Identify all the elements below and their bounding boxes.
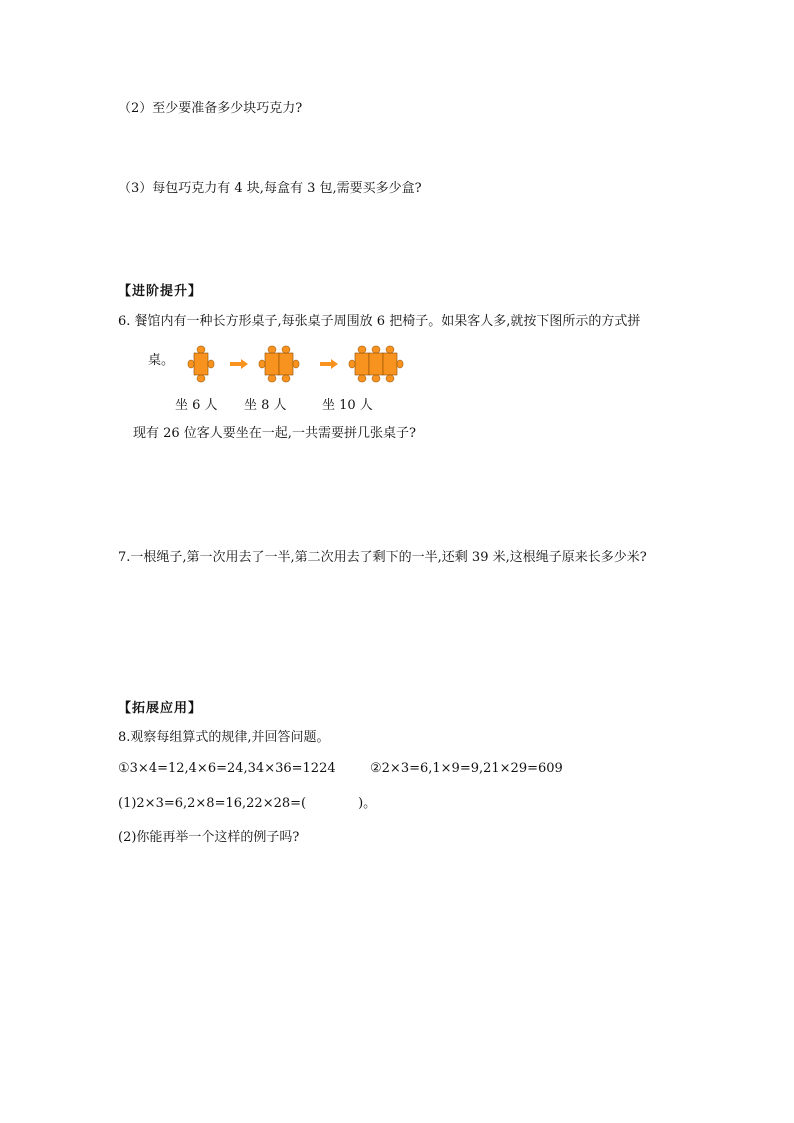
chair-bottom-3-2 — [372, 375, 380, 382]
table-3-1 — [355, 353, 369, 375]
chair-top-3-3 — [386, 346, 394, 353]
section-extension-heading: 【拓展应用】 — [118, 701, 203, 716]
section-advanced-heading: 【进阶提升】 — [118, 284, 203, 299]
q6-text-line2: 桌。 — [148, 353, 175, 368]
table-arrangement-figure — [185, 340, 425, 390]
chair-top-2-1 — [268, 346, 276, 353]
caption-one-table: 坐 6 人 — [175, 398, 218, 413]
chair-right-1 — [208, 360, 214, 368]
table-3-3 — [383, 353, 397, 375]
q8-part1: (1)2×3=6,2×8=16,22×28=( )。 — [118, 796, 377, 811]
table-2-1 — [265, 353, 279, 375]
chair-bottom-2-2 — [282, 375, 290, 382]
chair-top-2-2 — [282, 346, 290, 353]
table-1-1 — [194, 353, 208, 375]
chair-top-3-2 — [372, 346, 380, 353]
q5-part2-text: （2）至少要准备多少块巧克力? — [118, 101, 303, 116]
arrow-1 — [230, 359, 248, 369]
caption-two-tables: 坐 8 人 — [244, 398, 287, 413]
table-3-2 — [369, 353, 383, 375]
q8-group1: ①3×4=12,4×6=24,34×36=1224 — [118, 761, 336, 776]
chair-left-1 — [188, 360, 194, 368]
q6-question: 现有 26 位客人要坐在一起,一共需要拼几张桌子? — [133, 426, 416, 441]
caption-three-tables: 坐 10 人 — [322, 398, 373, 413]
chair-bottom-3-3 — [386, 375, 394, 382]
chair-right-3 — [397, 360, 403, 368]
chair-top-1-1 — [197, 346, 205, 353]
q8-group2: ②2×3=6,1×9=9,21×29=609 — [370, 761, 563, 776]
q8-part2: (2)你能再举一个这样的例子吗? — [118, 830, 300, 845]
chair-bottom-1-1 — [197, 375, 205, 382]
chair-bottom-3-1 — [358, 375, 366, 382]
chair-right-2 — [293, 360, 299, 368]
table-2-2 — [279, 353, 293, 375]
q5-part3-text: （3）每包巧克力有 4 块,每盒有 3 包,需要买多少盒? — [118, 181, 422, 196]
chair-left-2 — [259, 360, 265, 368]
q8-intro: 8.观察每组算式的规律,并回答问题。 — [118, 730, 330, 745]
chair-left-3 — [349, 360, 355, 368]
q6-text-line1: 6. 餐馆内有一种长方形桌子,每张桌子周围放 6 把椅子。如果客人多,就按下图所示的方式拼 — [118, 314, 641, 329]
chair-bottom-2-1 — [268, 375, 276, 382]
arrow-2 — [320, 359, 338, 369]
q7-text: 7.一根绳子,第一次用去了一半,第二次用去了剩下的一半,还剩 39 米,这根绳子原来长多少米? — [118, 550, 647, 565]
chair-top-3-1 — [358, 346, 366, 353]
